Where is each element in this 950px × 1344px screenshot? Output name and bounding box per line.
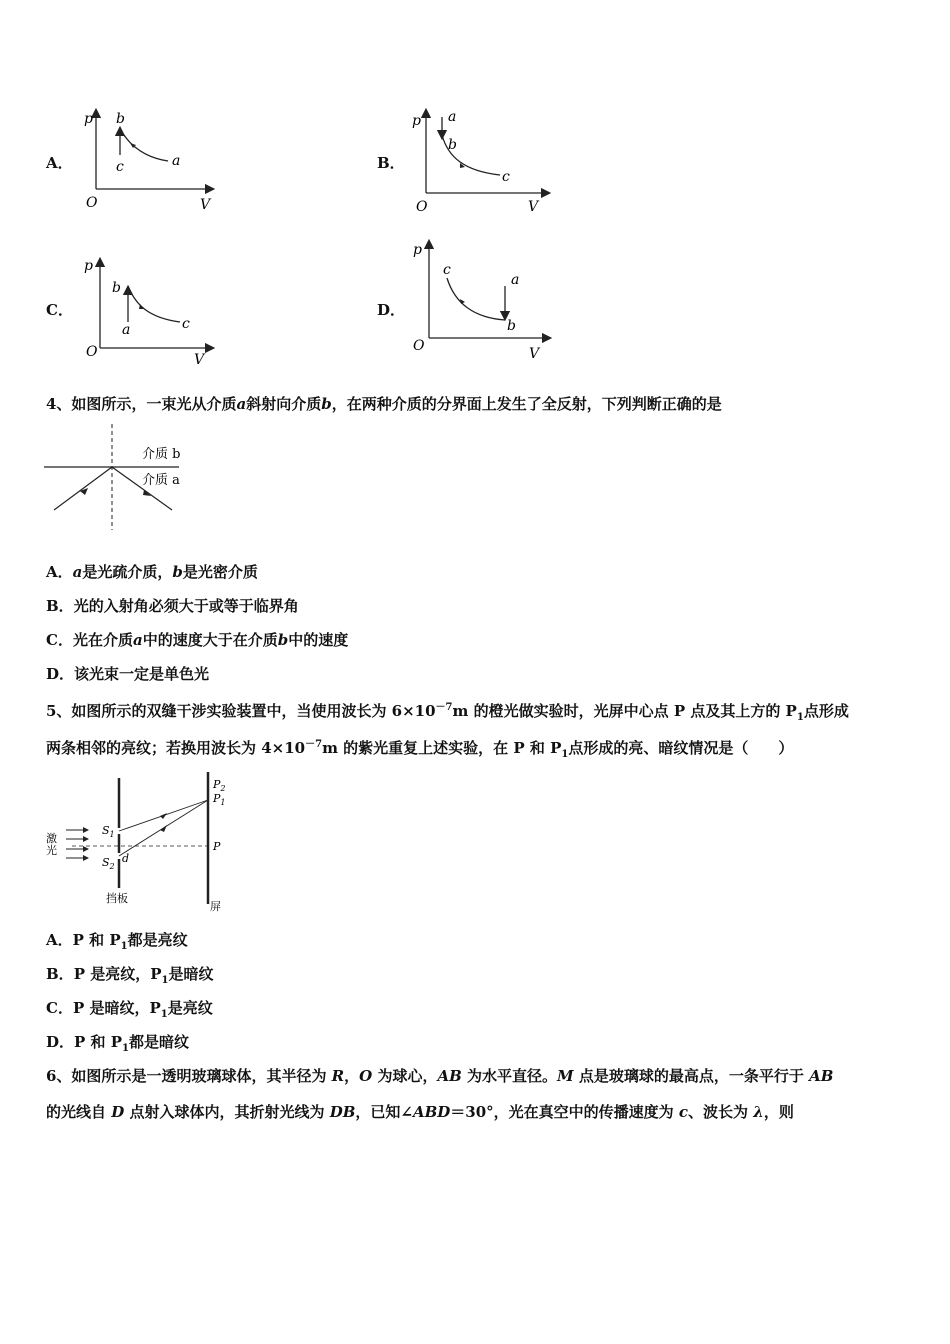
label-o: O [86,195,98,211]
q5-subscript: 1 [796,712,804,723]
label-p: p [413,242,422,258]
q5-option-b[interactable] [46,964,213,991]
var-a: a [72,563,83,581]
curve-bc [447,278,505,320]
q5-option-c[interactable] [46,998,213,1025]
label-medium-a: 介质 a [142,473,180,488]
label-a: a [122,322,131,338]
q6-var: λ [753,1103,764,1121]
option-text: 该光束一定是单色光 [74,665,210,683]
label-p: P [213,840,221,853]
q3-graph-d [405,238,555,363]
p2-sub: 2 [220,784,226,793]
q6-text: ，已知∠ [355,1103,413,1121]
option-text: P 是暗纹，P [72,999,161,1017]
q6-stem-line1 [46,1066,833,1086]
q6-text: 为球心， [372,1067,438,1085]
q5-stem-line1 [46,698,849,728]
curve-ba [120,129,168,161]
option-text: P 和 P [72,931,121,949]
q4-stem-text: 斜射向介质 [246,395,322,413]
q6-var: M [557,1067,574,1085]
label-p: p [412,113,421,129]
q6-text: ＝30°，光在真空中的传播速度为 [450,1103,679,1121]
q4-option-a[interactable] [46,562,258,582]
option-label: A． [46,563,73,581]
q3-option-c-label[interactable]: C． [46,301,73,319]
q6-stem-line2 [46,1102,794,1122]
q4-stem-text: ，在两种介质的分界面上发生了全反射，下列判断正确的是 [331,395,722,413]
q6-var: R [331,1067,345,1085]
q5-figure [44,768,234,913]
option-subscript: 1 [120,941,128,952]
q4-option-b[interactable] [46,596,299,616]
option-text: 都是亮纹 [127,931,188,949]
reflected-arrow [143,490,151,496]
label-p1 [212,792,226,807]
q3-graph-a [80,105,220,215]
curve-arrow [460,299,465,304]
q5-subscript: 1 [561,749,569,760]
label-a: a [172,153,181,169]
q6-text: 点是玻璃球的最高点，一条平行于 [573,1067,810,1085]
q3-option-d-label[interactable]: D． [377,301,406,319]
option-subscript: 1 [122,1043,129,1054]
q6-var: c [678,1103,689,1121]
q5-text: m 的紫光重复上述实验，在 P 和 P [322,739,562,757]
label-screen: 屏 [210,900,221,913]
var-b: b [277,631,289,649]
option-label: D． [46,1033,75,1051]
option-text: 中的速度大于在介质 [142,631,278,649]
option-text: 都是暗纹 [129,1033,190,1051]
q4-stem [46,394,722,414]
option-subscript: 1 [160,1009,168,1020]
var-b: b [172,563,183,581]
q6-var: D [111,1103,125,1121]
label-baffle: 挡板 [106,892,128,905]
q4-var-a: a [236,395,247,413]
label-laser-1: 激 [46,832,57,845]
option-subscript: 1 [161,975,169,986]
label-o: O [416,199,428,215]
q3-graph-c [80,252,220,367]
option-text: 是亮纹 [167,999,213,1017]
incident-ray [54,467,112,510]
q4-option-c[interactable] [46,630,348,650]
q6-var: AB [809,1067,834,1085]
curve-bc [128,286,180,322]
q6-var: O [359,1067,373,1085]
s2-text: S [102,856,110,869]
label-v: V [528,199,539,215]
label-v: V [529,346,540,362]
q6-var: ABD [412,1103,451,1121]
label-s1 [102,824,115,839]
q5-text: 两条相邻的亮纹；若换用波长为 4×10 [46,739,306,757]
q5-text: 点形成的亮、暗纹情况是（ ） [568,739,794,757]
label-laser-2: 光 [46,844,57,857]
s2-sub: 2 [109,862,115,871]
q6-text: ，则 [763,1103,794,1121]
q3-option-a-label[interactable]: A． [46,154,73,172]
label-a: a [448,109,457,125]
q6-text: 的光线自 [46,1103,112,1121]
q4-option-d[interactable] [46,664,209,684]
q5-text: 点形成 [803,702,849,720]
option-text: 是暗纹 [168,965,214,983]
option-text: 光在介质 [72,631,133,649]
option-text: P 和 P [74,1033,123,1051]
option-label: D． [46,665,75,683]
s1-text: S [102,824,110,837]
p2-text: P [213,778,221,791]
q4-var-b: b [321,395,332,413]
option-label: B． [46,597,74,615]
option-text: P 是亮纹，P [73,965,162,983]
label-b: b [116,111,125,127]
label-c: c [443,262,451,278]
option-label: A． [46,931,73,949]
q6-text: 、波长为 [688,1103,754,1121]
label-v: V [200,197,211,213]
q5-text: m 的橙光做实验时，光屏中心点 P 点及其上方的 P [452,702,797,720]
q6-var: AB [437,1067,462,1085]
label-s2 [102,856,115,871]
label-c: c [182,316,190,332]
incident-arrow [80,488,88,495]
q6-text: 6、如图所示是一透明玻璃球体，其半径为 [46,1067,332,1085]
p1-text: P [213,792,221,805]
q5-stem-line2 [46,735,793,765]
q5-option-d[interactable] [46,1032,189,1059]
label-b: b [112,280,121,296]
label-medium-b: 介质 b [142,447,181,462]
label-b: b [507,318,516,334]
option-label: B． [46,965,74,983]
label-o: O [413,338,425,354]
ray-arrow [160,813,167,819]
option-text: 光的入射角必须大于或等于临界角 [73,597,299,615]
q5-text: 5、如图所示的双缝干涉实验装置中，当使用波长为 6×10 [46,702,436,720]
label-c: c [502,169,510,185]
label-c: c [116,159,124,175]
option-label: C． [46,631,73,649]
label-o: O [86,344,98,360]
label-v: V [194,352,205,367]
label-b: b [448,137,457,153]
label-a: a [511,272,520,288]
q6-var: DB [329,1103,356,1121]
ray-arrow [160,825,167,832]
q3-option-b-label[interactable]: B． [377,154,405,172]
q6-text: ， [344,1067,360,1085]
label-p: p [84,258,93,274]
q6-text: 为水平直径。 [461,1067,558,1085]
q4-figure [44,422,194,532]
option-text: 是光密介质 [182,563,258,581]
option-label: C． [46,999,73,1017]
label-p: p [84,111,93,127]
label-p2 [212,778,226,793]
q5-exponent: －7 [305,739,323,750]
q6-text: 点射入球体内，其折射光线为 [124,1103,330,1121]
option-text: 中的速度 [288,631,349,649]
q5-exponent: －7 [435,702,453,713]
q3-graph-b [408,105,553,215]
s1-sub: 1 [109,830,115,839]
var-a: a [132,631,143,649]
q5-option-a[interactable] [46,930,188,957]
p1-sub: 1 [220,798,226,807]
q4-stem-text: 4、如图所示，一束光从介质 [46,395,237,413]
option-text: 是光疏介质， [82,563,173,581]
label-d: d [122,852,130,865]
